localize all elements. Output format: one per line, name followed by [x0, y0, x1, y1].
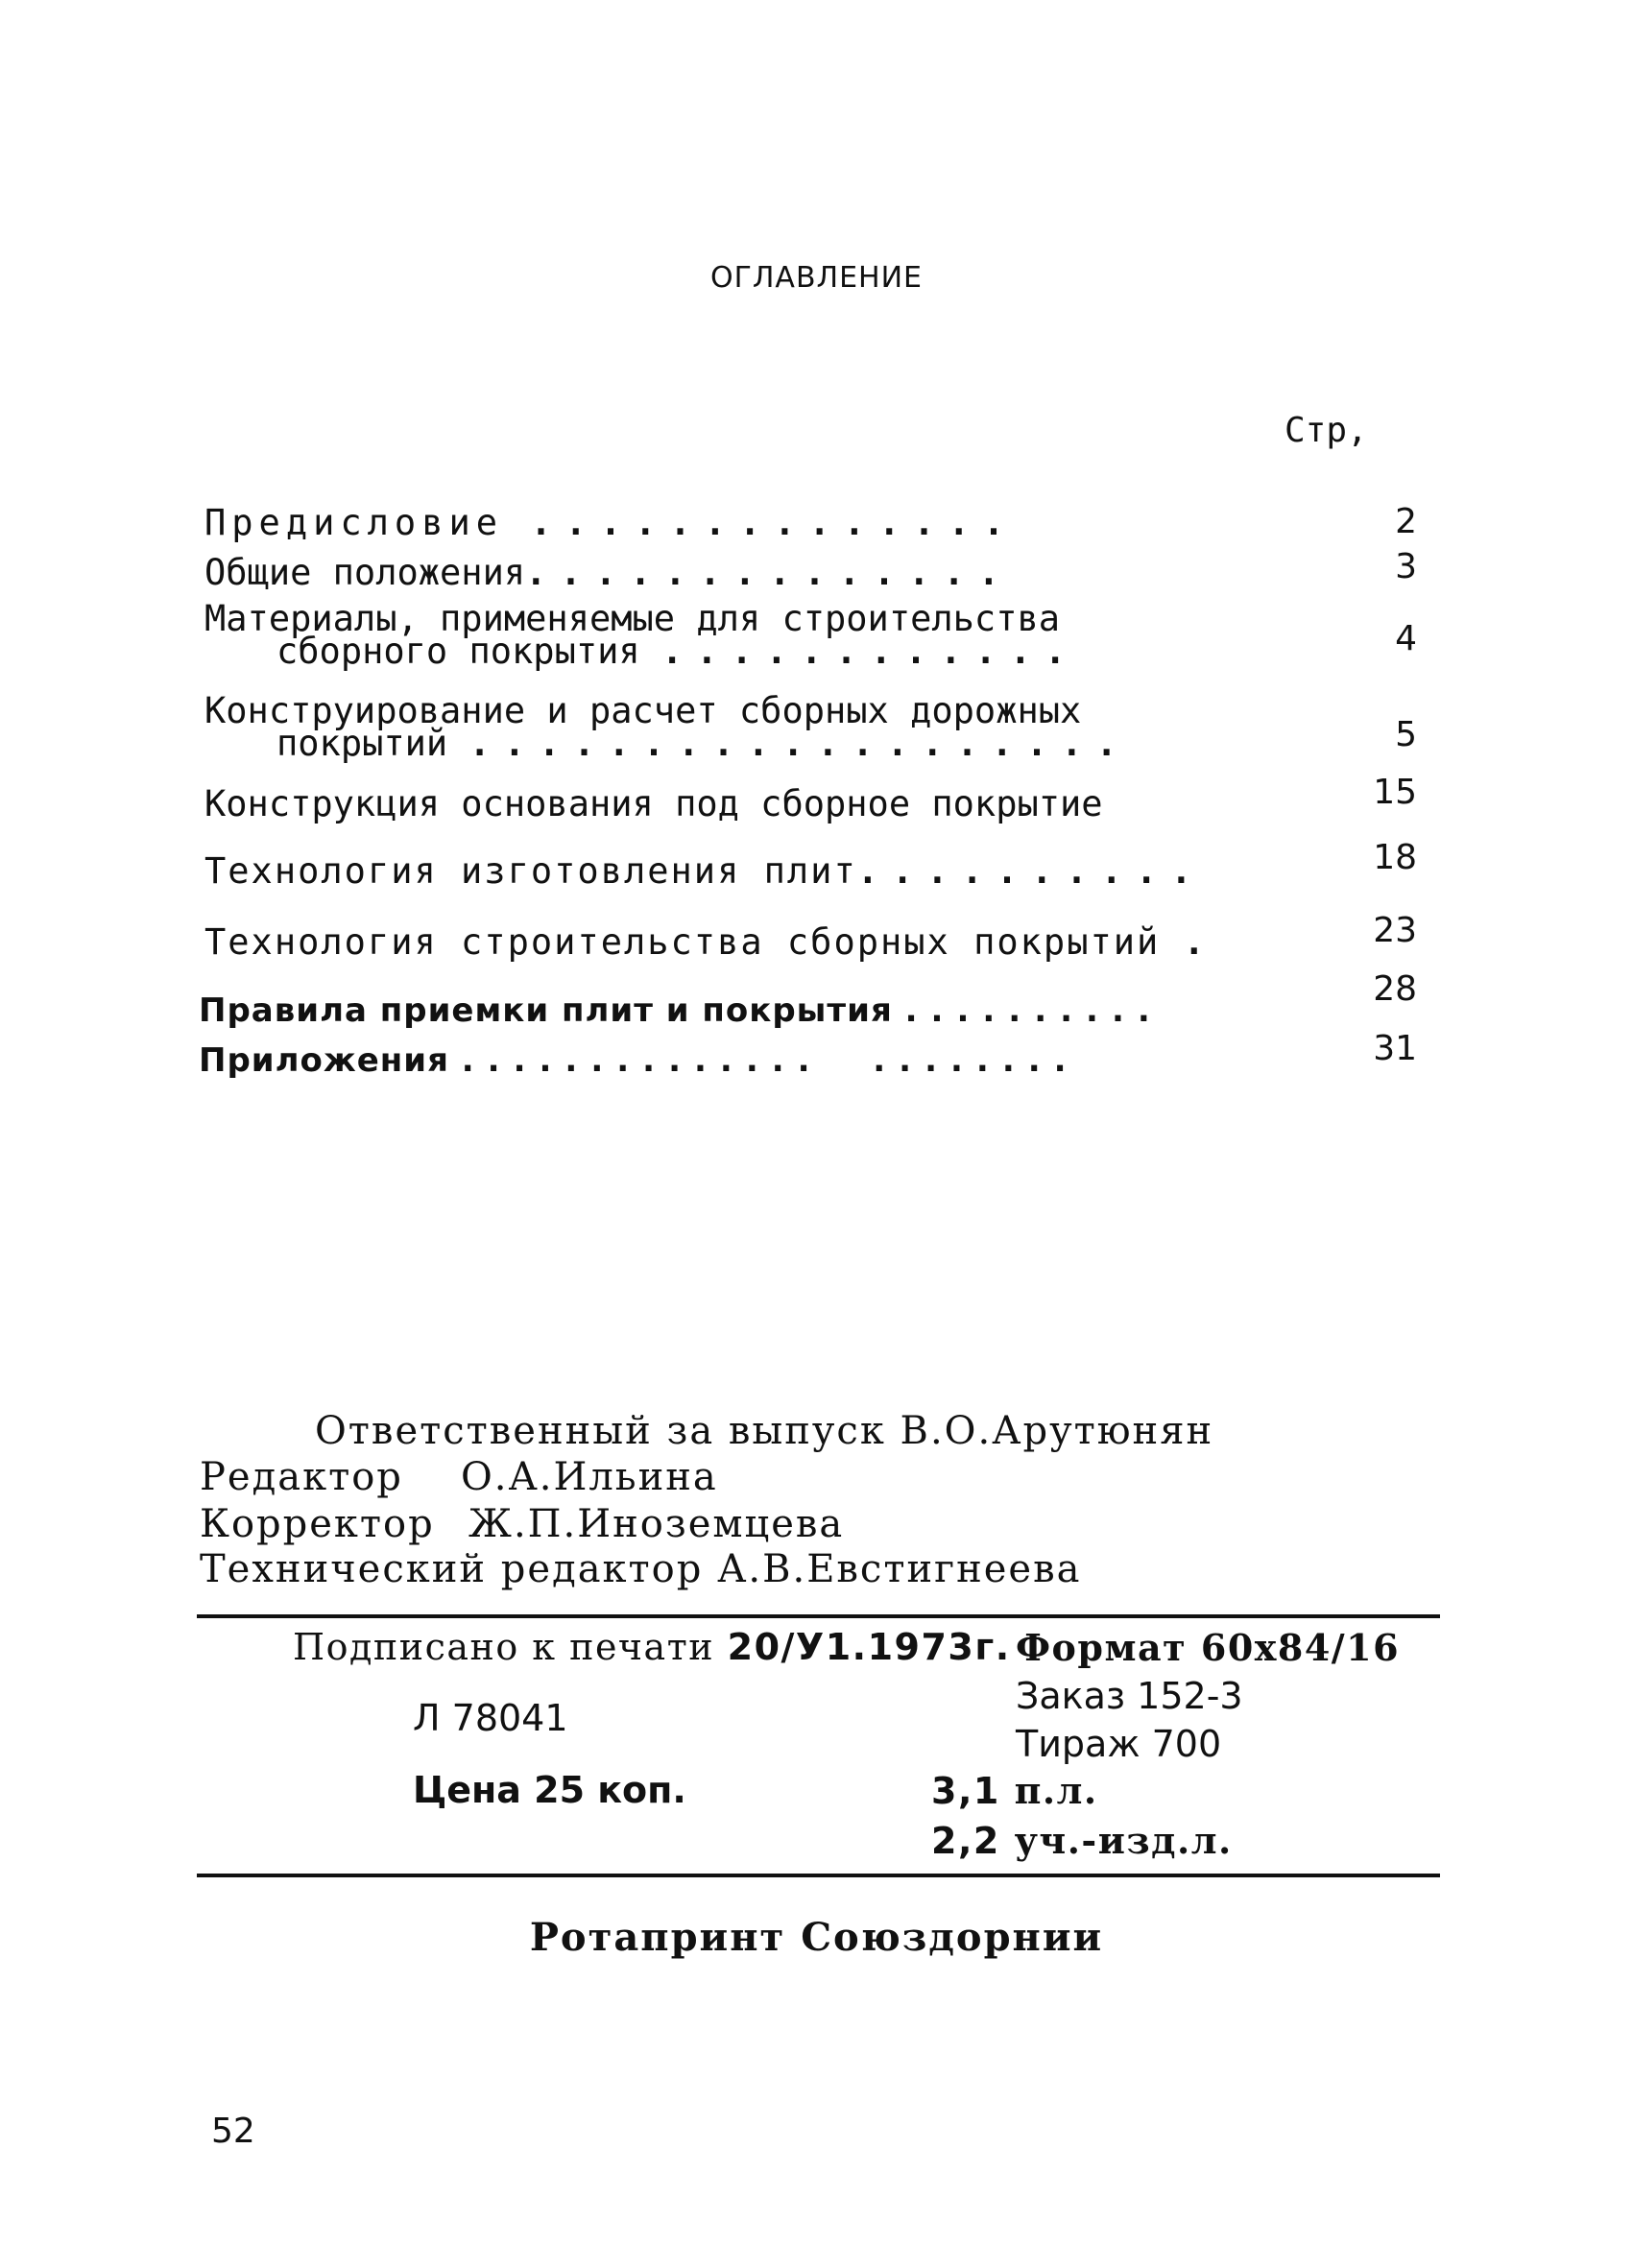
credit-label: Корректор: [200, 1502, 435, 1546]
toc-entry-title-continued: покрытий: [276, 723, 448, 764]
toc-entry-page: 28: [1373, 969, 1417, 1009]
publisher-sheets-value: 2,2: [931, 1820, 1000, 1862]
toc-entry-preface: [204, 504, 1018, 542]
toc-entry-page: 5: [1395, 715, 1417, 754]
toc-entry-title: Конструирование и расчет сборных дорожных: [204, 690, 1082, 731]
toc-entry-page: 15: [1373, 773, 1417, 812]
credit-label: Технический редактор: [200, 1547, 704, 1591]
toc-entry-manufacturing: [204, 852, 1206, 891]
toc-leader-dots: ...................: [468, 723, 1131, 764]
toc-entry-design: [204, 690, 1131, 764]
toc-leader-dots: ..............: [525, 552, 1014, 593]
printer-name: Ротапринт Союздорнии: [529, 1915, 1104, 1960]
toc-entry-title: Приложения: [199, 1041, 449, 1080]
toc-leader-dots: .: [1183, 921, 1218, 963]
toc-heading: ОГЛАВЛЕНИЕ: [709, 261, 924, 295]
divider-rule: [197, 1874, 1440, 1877]
toc-entry-page: 4: [1395, 619, 1417, 658]
printed-sheets-value: 3,1: [931, 1770, 1000, 1812]
toc-leader-dots: ............: [660, 631, 1080, 672]
toc-entry-title: Общие положения: [204, 552, 526, 593]
toc-entry-title: Предисловие: [204, 502, 504, 543]
page-number: 52: [211, 2112, 255, 2151]
imprint-license: Л 78041: [413, 1697, 568, 1739]
toc-leader-dots: .............. ........: [461, 1041, 1080, 1080]
imprint-order: Заказ 152-3: [1016, 1675, 1243, 1717]
toc-leader-dots: ..........: [856, 850, 1206, 892]
imprint-printed-sheets: [931, 1769, 1098, 1812]
imprint-circulation: Тираж 700: [1016, 1723, 1222, 1765]
publisher-sheets-unit: уч.-изд.л.: [1014, 1819, 1233, 1862]
credit-tech-editor: [200, 1547, 1081, 1591]
page-column-label: Стр,: [1285, 411, 1368, 450]
signed-date: 20/У1.1973г.: [727, 1626, 1011, 1668]
toc-entry-page: 18: [1373, 838, 1417, 877]
credit-name: А.В.Евстигнеева: [717, 1547, 1082, 1591]
divider-rule: [197, 1614, 1440, 1618]
imprint-signed: [293, 1626, 1011, 1668]
toc-entry-title: Правила приемки плит и покрытия: [199, 991, 893, 1030]
toc-entry-page: 23: [1373, 911, 1417, 950]
toc-entry-title: Технология строительства сборных покрытий: [204, 921, 1161, 963]
credit-label: Ответственный за выпуск: [315, 1409, 886, 1453]
toc-entry-title: Конструкция основания под сборное покрытие: [204, 783, 1103, 824]
toc-entry-page: 2: [1395, 502, 1417, 541]
toc-entry-acceptance: [199, 991, 1164, 1030]
toc-entry-page: 3: [1395, 547, 1417, 586]
credit-label: Редактор: [200, 1455, 403, 1499]
toc-entry-appendices: [199, 1041, 1080, 1080]
signed-label: Подписано к печати: [293, 1626, 715, 1668]
toc-entry-materials: [204, 598, 1080, 672]
toc-leader-dots: ..........: [904, 991, 1164, 1030]
toc-entry-title-continued: сборного покрытия: [276, 631, 640, 672]
imprint-price: Цена 25 коп.: [413, 1769, 686, 1811]
credit-proofreader: [200, 1502, 844, 1546]
credit-name: О.А.Ильина: [461, 1455, 718, 1499]
imprint-format: Формат 60х84/16: [1016, 1626, 1401, 1669]
toc-entry-title: Материалы, применяемые для строительства: [204, 598, 1061, 639]
credit-name: Ж.П.Иноземцева: [468, 1502, 845, 1546]
credit-editor: [200, 1455, 718, 1499]
imprint-publisher-sheets: [931, 1819, 1233, 1862]
printed-sheets-unit: п.л.: [1014, 1769, 1098, 1812]
toc-entry-construction: [204, 923, 1218, 962]
credit-responsible: [315, 1409, 1213, 1453]
toc-entry-page: 31: [1373, 1029, 1417, 1068]
toc-leader-dots: ..............: [530, 502, 1019, 543]
toc-entry-title: Технология изготовления плит: [204, 850, 857, 892]
toc-entry-base: [204, 785, 1103, 824]
toc-entry-general: [204, 554, 1013, 592]
credit-name: В.О.Арутюнян: [900, 1409, 1214, 1453]
